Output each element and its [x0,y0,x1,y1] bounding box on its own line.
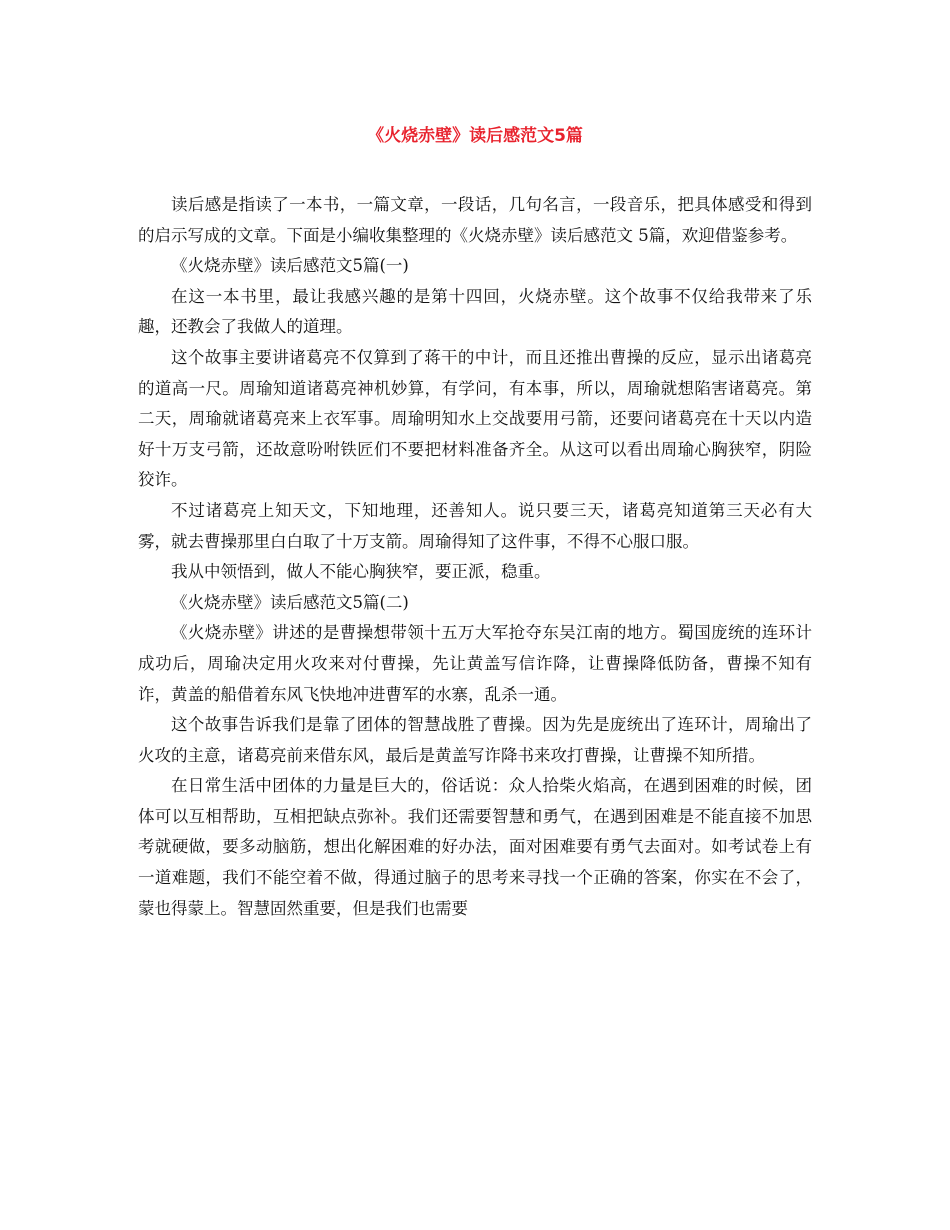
body-paragraph: 我从中领悟到，做人不能心胸狭窄，要正派，稳重。 [171,562,551,582]
body-paragraph: 这个故事主要讲诸葛亮不仅算到了蒋干的中计，而且还推出曹操的反应，显示出诸葛亮的道高一尺。周瑜知道诸葛亮神机妙算，有学问，有本事，所以，周瑜就想陷害诸葛亮。第二天，周瑜就诸葛亮来上衣军事。周瑜明知水上交战要用弓箭，还要问诸葛亮在十天以内造好十万支弓箭，还故意吩咐铁匠们不要把材料准备齐全。从这可以看出周瑜心胸狭窄，阴险狡诈。 [138,347,812,490]
document-body [138,190,812,924]
body-paragraph: 这个故事告诉我们是靠了团体的智慧战胜了曹操。因为先是庞统出了连环计，周瑜出了火攻的主意，诸葛亮前来借东风，最后是黄盖写诈降书来攻打曹操，让曹操不知所措。 [138,715,812,765]
body-paragraph: 不过诸葛亮上知天文，下知地理，还善知人。说只要三天，诸葛亮知道第三天必有大雾，就去曹操那里白白取了十万支箭。周瑜得知了这件事，不得不心服口服。 [138,500,812,551]
section-heading-2: 《火烧赤壁》读后感范文5篇(二) [171,592,409,612]
intro-paragraph: 读后感是指读了一本书，一篇文章，一段话，几句名言，一段音乐，把具体感受和得到的启示写成的文章。下面是小编收集整理的《火烧赤壁》读后感范文 5篇，欢迎借鉴参考。 [138,195,812,245]
body-paragraph: 在日常生活中团体的力量是巨大的，俗话说：众人拾柴火焰高，在遇到困难的时候，团体可以互相帮助，互相把缺点弥补。我们还需要智慧和勇气，在遇到困难是不能直接不加思考就硬做，要多动脑筋，想出化解困难的好办法，面对困难要有勇气去面对。如考试卷上有一道难题，我们不能空着不做，得通过脑子的思考来寻找一个正确的答案，你实在不会了，蒙也得蒙上。智慧固然重要，但是我们也需要 [138,776,812,918]
document-title: 《火烧赤壁》读后感范文5篇 [367,126,583,146]
body-paragraph: 在这一本书里，最让我感兴趣的是第十四回，火烧赤壁。这个故事不仅给我带来了乐趣，还教会了我做人的道理。 [138,286,812,337]
section-heading-1: 《火烧赤壁》读后感范文5篇(一) [171,256,409,276]
body-paragraph: 《火烧赤壁》讲述的是曹操想带领十五万大军抢夺东吴江南的地方。蜀国庞统的连环计成功后，周瑜决定用火攻来对付曹操，先让黄盖写信诈降，让曹操降低防备，曹操不知有诈，黄盖的船借着东风飞快地冲进曹军的水寨，乱杀一通。 [138,623,812,704]
